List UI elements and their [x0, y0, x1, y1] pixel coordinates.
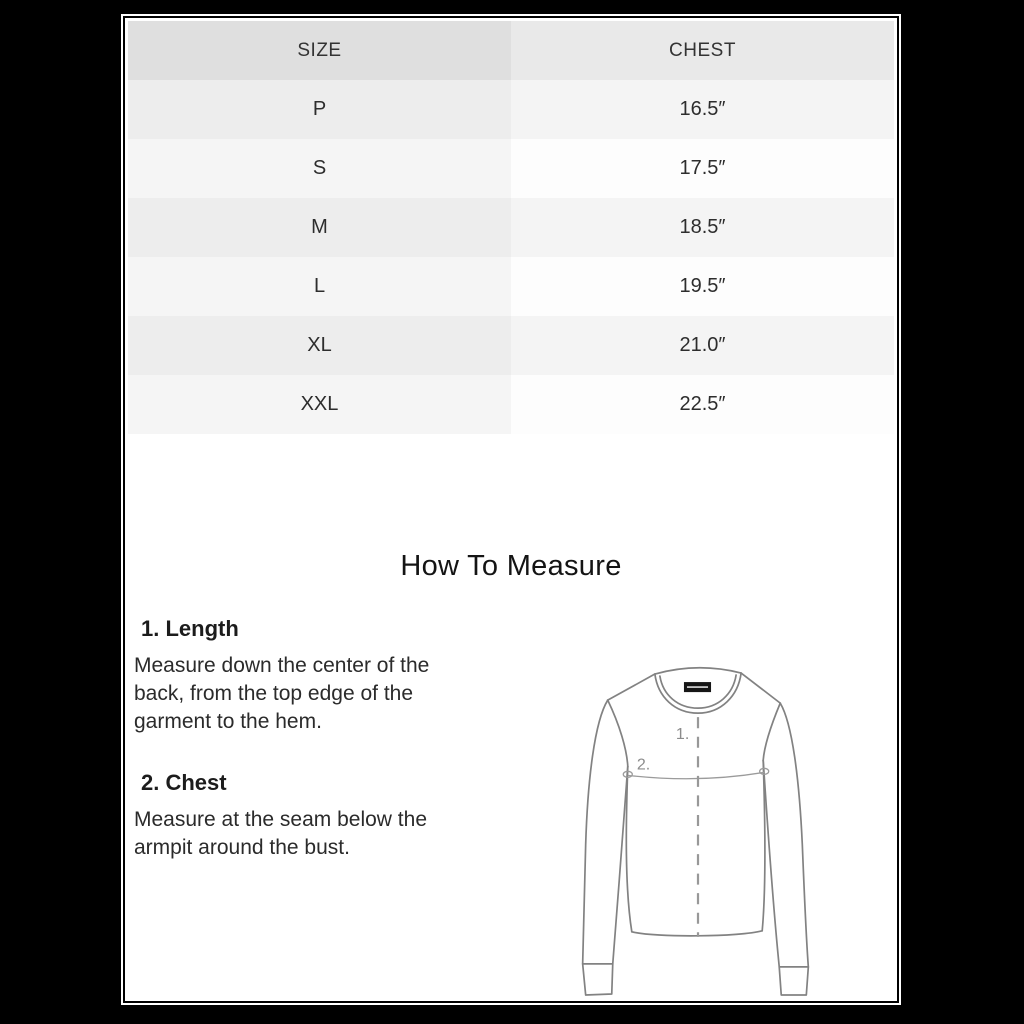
size-cell: P [128, 80, 511, 139]
chest-cell: 22.5″ [511, 375, 894, 434]
table-row-m [128, 198, 894, 257]
chest-cell: 18.5″ [511, 198, 894, 257]
size-cell: M [128, 198, 511, 257]
size-cell: S [128, 139, 511, 198]
size-guide-page [123, 16, 899, 1003]
step-chest-body: Measure at the seam below the armpit around the bust. [134, 808, 427, 859]
column-header-chest: CHEST [511, 21, 894, 80]
garment-illustration-svg [577, 659, 819, 1000]
garment-outline [583, 668, 809, 995]
table-row-xxl [128, 375, 894, 434]
step-length-heading: 1. Length [141, 616, 239, 641]
column-header-size: SIZE [128, 21, 511, 80]
size-cell: XL [128, 316, 511, 375]
chest-cell: 17.5″ [511, 139, 894, 198]
diagram-label-chest: 2. [636, 755, 651, 774]
chest-cell: 21.0″ [511, 316, 894, 375]
step-chest-heading: 2. Chest [141, 770, 227, 795]
table-row-s [128, 139, 894, 198]
size-chart-table [128, 21, 894, 434]
chest-cell: 16.5″ [511, 80, 894, 139]
collar-tag-icon [684, 682, 711, 692]
diagram-label-length: 1. [675, 725, 690, 744]
size-cell: L [128, 257, 511, 316]
table-row-l [128, 257, 894, 316]
chest-cell: 19.5″ [511, 257, 894, 316]
garment-diagram [577, 659, 819, 1000]
how-to-measure-title: How To Measure [400, 550, 622, 582]
size-chart-header [128, 21, 894, 80]
size-cell: XXL [128, 375, 511, 434]
header-row [128, 21, 894, 80]
table-row-xl [128, 316, 894, 375]
table-row-p [128, 80, 894, 139]
step-length-body: Measure down the center of the back, from the top edge of the garment to the hem. [134, 654, 430, 733]
